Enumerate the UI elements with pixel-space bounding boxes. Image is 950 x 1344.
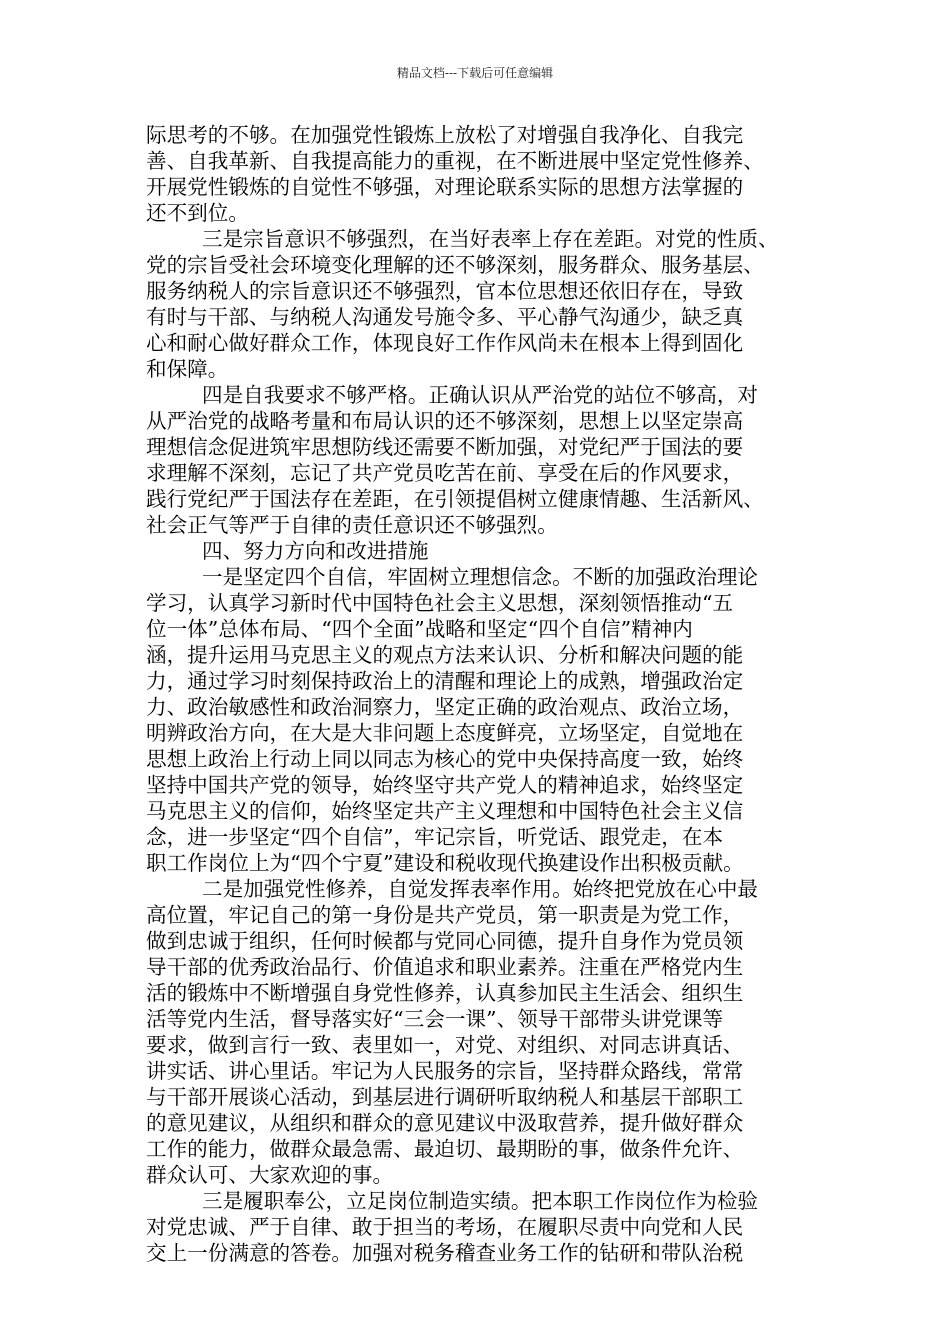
text-line: 三是宗旨意识不够强烈，在当好表率上存在差距。对党的性质、 — [202, 227, 779, 251]
text-line: 开展党性锻炼的自觉性不够强，对理论联系实际的思想方法掌握的 — [146, 175, 744, 199]
text-line: 与干部开展谈心活动，到基层进行调研听取纳税人和基层干部职工 — [146, 1085, 744, 1109]
text-line: 一是坚定四个自信，牢固树立理想信念。不断的加强政治理论 — [202, 565, 759, 589]
document-body — [146, 122, 822, 1266]
text-line: 求理解不深刻，忘记了共产党员吃苦在前、享受在后的作风要求， — [146, 461, 744, 485]
text-line: 力，通过学习时刻保持政治上的清醒和理论上的成熟，增强政治定 — [146, 669, 744, 693]
text-line: 从严治党的战略考量和布局认识的还不够深刻，思想上以坚定崇高 — [146, 409, 744, 433]
text-line: 做到忠诚于组织，任何时候都与党同心同德，提升自身作为党员领 — [146, 929, 744, 953]
text-line: 活的锻炼中不断增强自身党性修养，认真参加民主生活会、组织生 — [146, 981, 744, 1005]
text-line: 群众认可、大家欢迎的事。 — [146, 1163, 394, 1187]
text-line: 二是加强党性修养，自觉发挥表率作用。始终把党放在心中最 — [202, 877, 759, 901]
text-line: 四是自我要求不够严格。正确认识从严治党的站位不够高，对 — [202, 383, 759, 407]
text-line: 善、自我革新、自我提高能力的重视，在不断进展中坚定党性修养、 — [146, 149, 764, 173]
text-line: 心和耐心做好群众工作，体现良好工作作风尚未在根本上得到固化 — [146, 331, 744, 355]
text-line: 高位置，牢记自己的第一身份是共产党员，第一职责是为党工作， — [146, 903, 744, 927]
text-line: 党的宗旨受社会环境变化理解的还不够深刻，服务群众、服务基层、 — [146, 253, 764, 277]
text-line: 和保障。 — [146, 357, 229, 381]
text-line: 四、努力方向和改进措施 — [202, 539, 429, 563]
text-line: 社会正气等严于自律的责任意识还不够强烈。 — [146, 513, 558, 537]
text-line: 坚持中国共产党的领导，始终坚守共产党人的精神追求，始终坚定 — [146, 773, 744, 797]
text-line: 三是履职奉公，立足岗位制造实绩。把本职工作岗位作为检验 — [202, 1189, 759, 1213]
text-line: 学习，认真学习新时代中国特色社会主义思想，深刻领悟推动“五 — [146, 591, 734, 615]
text-line: 讲实话、讲心里话。牢记为人民服务的宗旨，坚持群众路线，常常 — [146, 1059, 744, 1083]
text-line: 念，进一步坚定“四个自信”，牢记宗旨，听党话、跟党走，在本 — [146, 825, 724, 849]
text-line: 践行党纪严于国法存在差距，在引领提倡树立健康情趣、生活新风、 — [146, 487, 764, 511]
text-line: 服务纳税人的宗旨意识还不够强烈，官本位思想还依旧存在，导致 — [146, 279, 744, 303]
text-line: 工作的能力，做群众最急需、最迫切、最期盼的事，做条件允许、 — [146, 1137, 744, 1161]
text-line: 涵，提升运用马克思主义的观点方法来认识、分析和解决问题的能 — [146, 643, 744, 667]
text-line: 思想上政治上行动上同以同志为核心的党中央保持高度一致，始终 — [146, 747, 744, 771]
text-line: 活等党内生活，督导落实好“三会一课”、领导干部带头讲党课等 — [146, 1007, 724, 1031]
text-line: 交上一份满意的答卷。加强对税务稽查业务工作的钻研和带队治税 — [146, 1241, 744, 1265]
text-line: 马克思主义的信仰，始终坚定共产主义理想和中国特色社会主义信 — [146, 799, 744, 823]
text-line: 力、政治敏感性和政治洞察力，坚定正确的政治观点、政治立场， — [146, 695, 744, 719]
text-line: 明辨政治方向，在大是大非问题上态度鲜亮，立场坚定，自觉地在 — [146, 721, 744, 745]
text-line: 对党忠诚、严于自律、敢于担当的考场，在履职尽责中向党和人民 — [146, 1215, 744, 1239]
text-line: 位一体”总体布局、“四个全面”战略和坚定“四个自信”精神内 — [146, 617, 693, 641]
text-line: 际思考的不够。在加强党性锻炼上放松了对增强自我净化、自我完 — [146, 123, 744, 147]
text-line: 职工作岗位上为“四个宁夏”建设和税收现代换建设作出积极贡献。 — [146, 851, 744, 875]
page-header: 精品文档---下载后可任意编辑 — [396, 66, 554, 80]
text-line: 导干部的优秀政治品行、价值追求和职业素养。注重在严格党内生 — [146, 955, 744, 979]
text-line: 有时与干部、与纳税人沟通发号施令多、平心静气沟通少，缺乏真 — [146, 305, 744, 329]
text-line: 理想信念促进筑牢思想防线还需要不断加强，对党纪严于国法的要 — [146, 435, 744, 459]
text-line: 的意见建议，从组织和群众的意见建议中汲取营养，提升做好群众 — [146, 1111, 744, 1135]
text-line: 要求，做到言行一致、表里如一，对党、对组织、对同志讲真话、 — [146, 1033, 744, 1057]
text-line: 还不到位。 — [146, 201, 249, 225]
